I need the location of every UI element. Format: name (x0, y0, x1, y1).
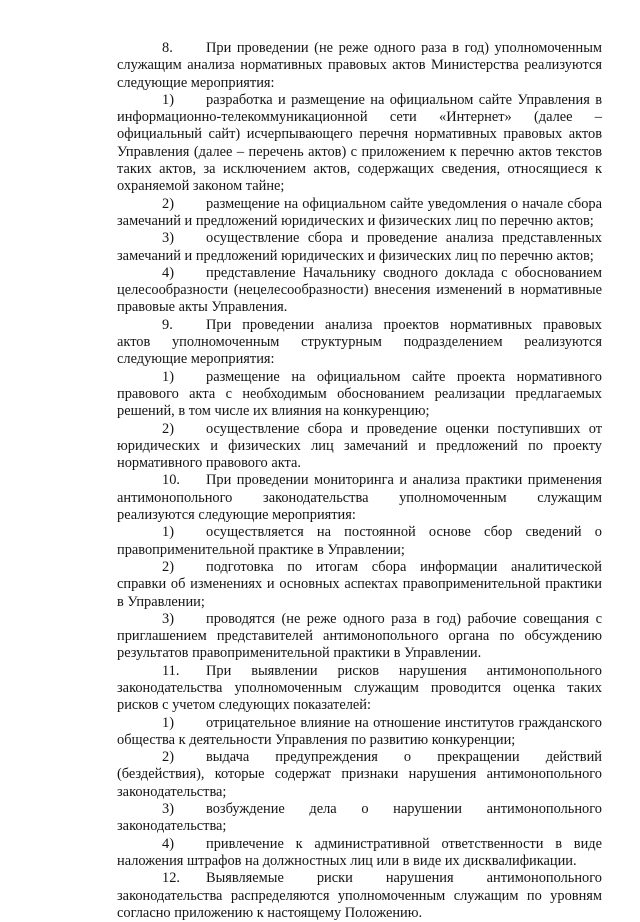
item-number: 2) (162, 195, 174, 212)
item-number: 1) (162, 91, 174, 108)
item-text: отрицательное влияние на отношение институтов гражданского общества к деятельности Управления по развитию конкуренции; (117, 714, 602, 748)
item-number: 2) (162, 420, 174, 437)
item-number: 1) (162, 524, 174, 541)
paragraph-8 (117, 40, 602, 92)
paragraph-10-item-3 (117, 611, 602, 663)
paragraph-8-item-2 (117, 196, 602, 231)
item-number: 3) (162, 230, 174, 247)
paragraph-text: Выявляемые риски нарушения антимонопольного законодательства распределяются уполномоченным служащим по уровням согласно приложению к настоящему Положению. (117, 870, 602, 921)
item-text: представление Начальнику сводного доклада с обоснованием целесообразности (нецелесообразности) внесения изменений в нормативные правовые акты Управления. (117, 264, 602, 316)
paragraph-number: 10. (162, 472, 180, 489)
paragraph-9-item-2 (117, 421, 602, 473)
paragraph-number: 9. (162, 316, 173, 333)
item-number: 4) (162, 264, 174, 281)
item-text: осуществление сбора и проведение анализа представленных замечаний и предложений юридических и физических лиц по перечню актов; (117, 230, 602, 264)
paragraph-11 (117, 663, 602, 715)
paragraph-8-item-1 (117, 92, 602, 196)
item-text: подготовка по итогам сбора информации аналитической справки об изменениях и основных аспектах правоприменительной практики в Управлении; (117, 558, 602, 610)
paragraph-10-item-1 (117, 524, 602, 559)
item-text: размещение на официальном сайте проекта нормативного правового акта с необходимым обоснованием реализации предлагаемых решений, в том числе их влияния на конкуренцию; (117, 368, 602, 420)
item-number: 2) (162, 558, 174, 575)
paragraph-11-item-1 (117, 715, 602, 750)
paragraph-text: При выявлении рисков нарушения антимонопольного законодательства уполномоченным служащим проводится оценка таких рисков с учетом следующих показателей: (117, 662, 602, 714)
paragraph-11-item-3 (117, 801, 602, 836)
item-text: привлечение к административной ответственности в виде наложения штрафов на должностных лиц или в виде их дисквалификации. (117, 835, 602, 869)
item-number: 3) (162, 801, 174, 818)
paragraph-11-item-4 (117, 836, 602, 871)
paragraph-number: 12. (162, 870, 180, 887)
paragraph-10 (117, 472, 602, 524)
paragraph-8-item-4 (117, 265, 602, 317)
item-number: 1) (162, 714, 174, 731)
item-number: 2) (162, 749, 174, 766)
paragraph-number: 11. (162, 662, 180, 679)
item-number: 3) (162, 610, 174, 627)
paragraph-11-item-2 (117, 749, 602, 801)
paragraph-9-item-1 (117, 369, 602, 421)
paragraph-number: 8. (162, 40, 173, 56)
paragraph-text: При проведении (не реже одного раза в год) уполномоченным служащим анализа нормативных правовых актов Министерства реализуются следующие мероприятия: (117, 40, 602, 91)
item-number: 1) (162, 368, 174, 385)
item-text: проводятся (не реже одного раза в год) рабочие совещания с приглашением представителей антимонопольного органа по обсуждению результатов правоприменительной практики в Управлении. (117, 610, 602, 662)
item-text: размещение на официальном сайте уведомления о начале сбора замечаний и предложений юридических и физических лиц по перечню актов; (117, 195, 602, 229)
paragraph-text: При проведении анализа проектов нормативных правовых актов уполномоченным структурным подразделением реализуются следующие мероприятия: (117, 316, 602, 368)
item-text: выдача предупреждения о прекращении действий (бездействия), которые содержат признаки нарушения антимонопольного законодательства; (117, 749, 602, 800)
item-text: возбуждение дела о нарушении антимонопольного законодательства; (117, 801, 602, 835)
item-text: осуществление сбора и проведение оценки поступивших от юридических и физических лиц замечаний и предложений по проекту нормативного правового акта. (117, 420, 602, 472)
paragraph-text: При проведении мониторинга и анализа практики применения антимонопольного законодательства уполномоченным служащим реализуются следующие мероприятия: (117, 472, 602, 524)
item-text: осуществляется на постоянной основе сбор сведений о правоприменительной практике в Управлении; (117, 524, 602, 558)
item-number: 4) (162, 835, 174, 852)
item-text: разработка и размещение на официальном сайте Управления в информационно-телекоммуникационной сети «Интернет» (далее – официальный сайт) исчерпывающего перечня нормативных правовых актов Управления (далее – перечень актов) с приложением к перечню актов текстов таких актов, за исключением актов, содержащих сведения, относящиеся к охраняемой законом тайне; (117, 91, 602, 195)
paragraph-10-item-2 (117, 559, 602, 611)
paragraph-8-item-3 (117, 230, 602, 265)
paragraph-12 (117, 870, 602, 922)
paragraph-9 (117, 317, 602, 369)
